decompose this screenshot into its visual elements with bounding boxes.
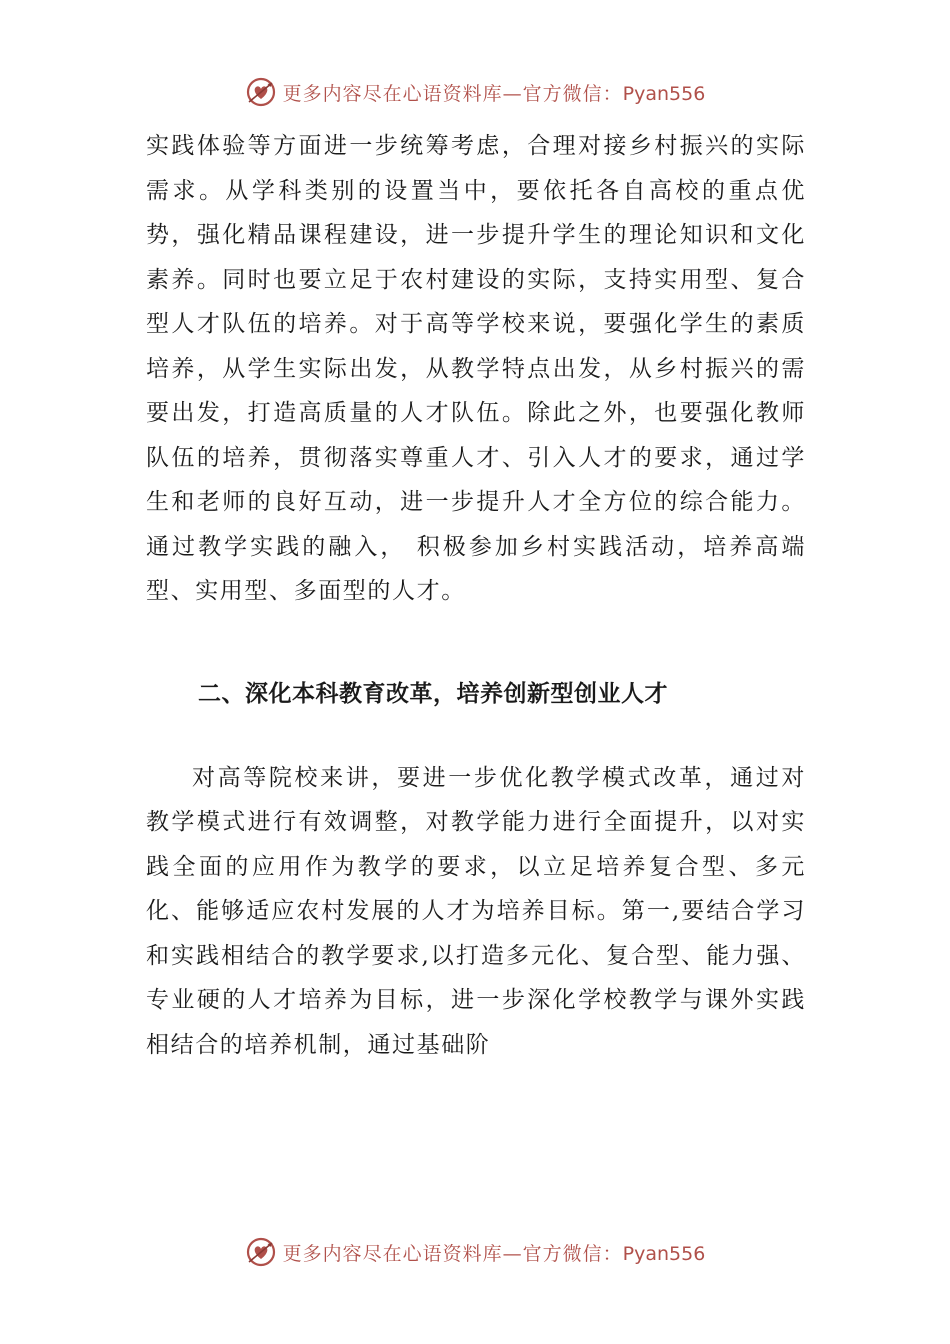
heart-arrow-logo-icon <box>245 1236 277 1268</box>
watermark-wechat-id: Pyan556 <box>622 82 706 105</box>
heart-arrow-logo-icon <box>245 76 277 108</box>
section-heading-2: 二、深化本科教育改革，培养创新型创业人才 <box>198 680 668 707</box>
watermark-text <box>283 79 706 106</box>
footer-watermark <box>0 1232 950 1272</box>
header-watermark <box>0 72 950 112</box>
document-body <box>146 124 806 1067</box>
paragraph-2: 对高等院校来讲，要进一步优化教学模式改革，通过对教学模式进行有效调整，对教学能力进行全面提升，以对实践全面的应用作为教学的要求，以立足培养复合型、多元化、能够适应农村发展的人才为培养目标。第一,要结合学习和实践相结合的教学要求,以打造多元化、复合型、能力强、专业硬的人才培养为目标，进一步深化学校教学与课外实践相结合的培养机制，通过基础阶 <box>146 764 806 1058</box>
watermark-wechat-id: Pyan556 <box>622 1242 706 1265</box>
watermark-main-text: 更多内容尽在心语资料库—官方微信： <box>282 82 623 105</box>
watermark-text <box>283 1239 706 1266</box>
paragraph-1: 实践体验等方面进一步统筹考虑，合理对接乡村振兴的实际需求。从学科类别的设置当中，要依托各自高校的重点优势，强化精品课程建设，进一步提升学生的理论知识和文化素养。同时也要立足于农村建设的实际，支持实用型、复合型人才队伍的培养。对于高等学校来说，要强化学生的素质培养，从学生实际出发，从教学特点出发，从乡村振兴的需要出发，打造高质量的人才队伍。除此之外，也要强化教师队伍的培养，贯彻落实尊重人才、引入人才的要求，通过学生和老师的良好互动，进一步提升人才全方位的综合能力。通过教学实践的融入， 积极参加乡村实践活动，培养高端型、实用型、多面型的人才。 <box>146 133 806 604</box>
watermark-main-text: 更多内容尽在心语资料库—官方微信： <box>282 1242 623 1265</box>
